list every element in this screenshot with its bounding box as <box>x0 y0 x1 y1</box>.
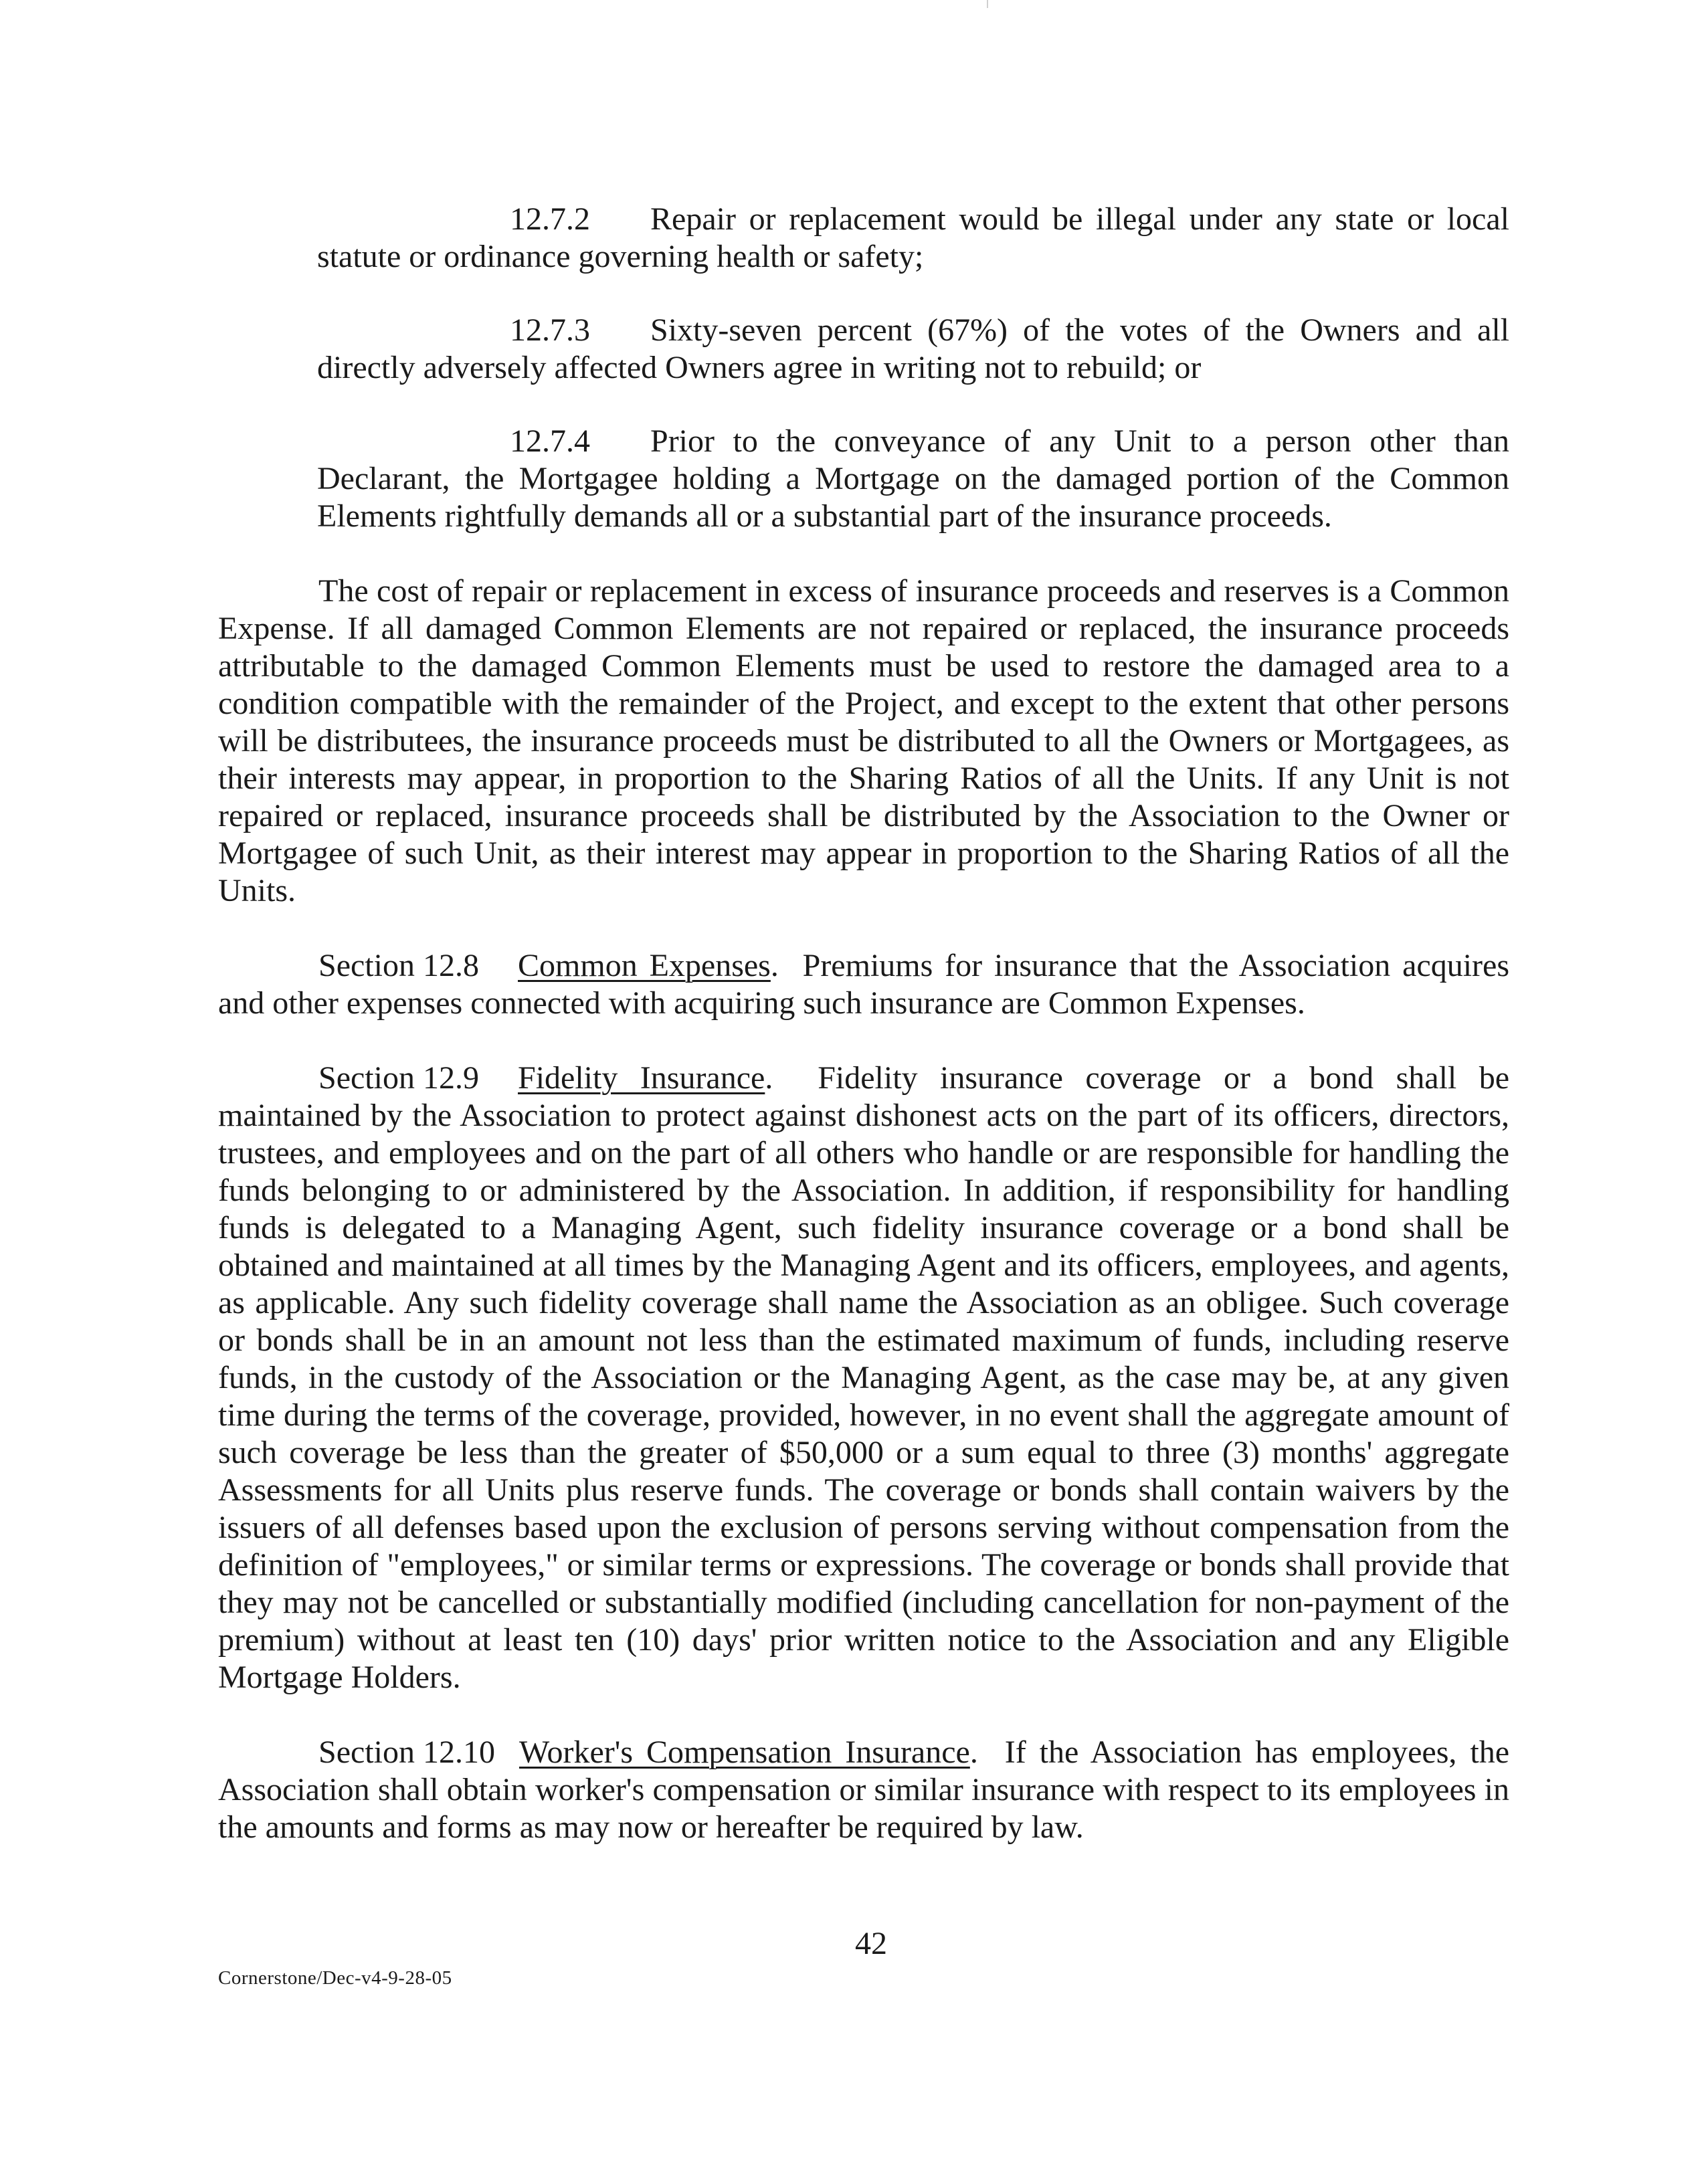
section-label: Section 12.10 <box>318 1734 495 1770</box>
section-label: Section 12.8 <box>318 948 479 983</box>
footer-document-id: Cornerstone/Dec-v4-9-28-05 <box>218 1967 452 1989</box>
title-period: . <box>969 1734 978 1770</box>
subsection-number: 12.7.4 <box>510 423 590 459</box>
document-body <box>218 201 1509 1846</box>
section-12-9 <box>218 1060 1509 1696</box>
page-number: 42 <box>855 1926 887 1961</box>
section-title: Common Expenses <box>518 948 771 983</box>
section-12-10 <box>218 1734 1509 1846</box>
section-title: Fidelity Insurance <box>518 1060 765 1096</box>
cost-paragraph: The cost of repair or replacement in excess of insurance proceeds and reserves is a Common Expense. If all damaged Common Elements are not repaired or replaced, the insurance proceeds attributable to the damaged Common Elements must be used to restore the damaged area to a condition compatible with the remainder of the Project, and except to the extent that other persons will be distributees, the insurance proceeds must be distributed to all the Owners or Mortgagees, as their interests may appear, in proportion to the Sharing Ratios of all the Units. If any Unit is not repaired or replaced, insurance proceeds shall be distributed by the Association to the Owner or Mortgagee of such Unit, as their interest may appear in proportion to the Sharing Ratios of all the Units. <box>218 573 1509 908</box>
subsection-12-7-4 <box>317 423 1509 535</box>
subsection-text: Repair or replacement would be illegal under any state or local statute or ordinance governing health or safety; <box>317 201 1509 274</box>
title-period: . <box>770 948 779 983</box>
scan-mark <box>987 0 988 8</box>
section-label: Section 12.9 <box>318 1060 479 1096</box>
section-body: If the Association has employees, the Association shall obtain worker's compensation or similar insurance with respect to its employees in the amounts and forms as may now or hereafter be required by law. <box>218 1734 1509 1845</box>
section-title: Worker's Compensation Insurance <box>519 1734 970 1770</box>
subsection-number: 12.7.2 <box>510 201 590 237</box>
subsection-number: 12.7.3 <box>510 312 590 348</box>
section-body: Premiums for insurance that the Association acquires and other expenses connected with acquiring such insurance are Common Expenses. <box>218 948 1509 1021</box>
subsection-text: Sixty-seven percent (67%) of the votes of the Owners and all directly adversely affected Owners agree in writing not to rebuild; or <box>317 312 1509 385</box>
subsection-12-7-3 <box>317 312 1509 387</box>
subsection-text: Prior to the conveyance of any Unit to a person other than Declarant, the Mortgagee holding a Mortgage on the damaged portion of the Common Elements rightfully demands all or a substantial part of the insurance proceeds. <box>317 423 1509 534</box>
section-12-8 <box>218 947 1509 1022</box>
section-body: Fidelity insurance coverage or a bond shall be maintained by the Association to protect against dishonest acts on the part of its officers, directors, trustees, and employees and on the part of all others who handle or are responsible for handling the funds belonging to or administered by the Association. In addition, if responsibility for handling funds is delegated to a Managing Agent, such fidelity insurance coverage or a bond shall be obtained and maintained at all times by the Managing Agent and its officers, employees, and agents, as applicable. Any such fidelity coverage shall name the Association as an obligee. Such coverage or bonds shall be in an amount not less than the estimated maximum of funds, including reserve funds, in the custody of the Association or the Managing Agent, as the case may be, at any given time during the terms of the coverage, provided, however, in no event shall the aggregate amount of such coverage be less than the greater of $50,000 or a sum equal to three (3) months' aggregate Assessments for all Units plus reserve funds. The coverage or bonds shall contain waivers by the issuers of all defenses based upon the exclusion of persons serving without compensation from the definition of "employees," or similar terms or expressions. The coverage or bonds shall provide that they may not be cancelled or substantially modified (including cancellation for non-payment of the premium) without at least ten (10) days' prior written notice to the Association and any Eligible Mortgage Holders. <box>218 1060 1509 1695</box>
subsection-12-7-2 <box>317 201 1509 276</box>
title-period: . <box>765 1060 773 1096</box>
